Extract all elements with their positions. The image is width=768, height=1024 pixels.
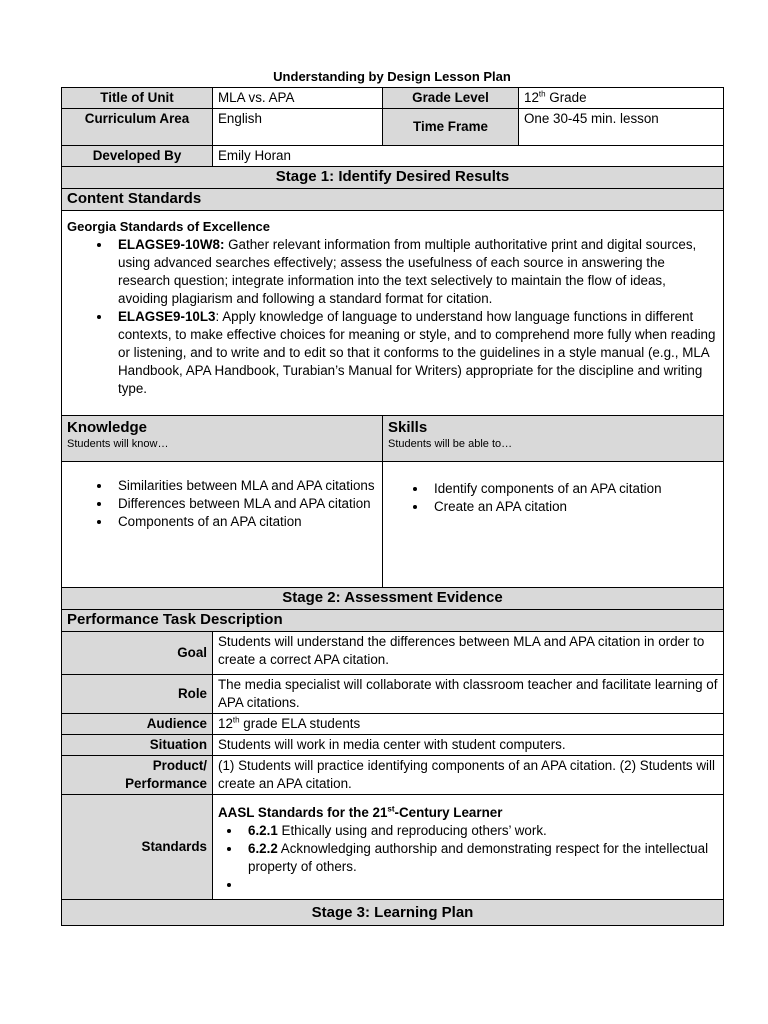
- situation-value: Students will work in media center with student computers.: [213, 735, 724, 756]
- knowledge-item: • Similarities between MLA and APA citations: [112, 477, 377, 495]
- product-label: [62, 756, 213, 795]
- knowledge-cell: [62, 462, 383, 588]
- document-title: Understanding by Design Lesson Plan: [273, 69, 511, 84]
- aasl-list: [218, 822, 718, 894]
- audience-number: 12: [218, 716, 233, 731]
- aasl-code: 6.2.2: [248, 841, 278, 856]
- developed-by-value: Emily Horan: [213, 146, 724, 167]
- row-knowledge-skills-header: [62, 416, 724, 462]
- standards-cell: [213, 795, 724, 900]
- georgia-standards-cell: [62, 211, 724, 416]
- row-stage2: [62, 588, 724, 610]
- role-value: The media specialist will collaborate with classroom teacher and facilitate learning of APA citations.: [213, 675, 724, 714]
- grade-number: 12: [524, 90, 539, 105]
- row-content-standards: [62, 189, 724, 211]
- role-label: Role: [62, 675, 213, 714]
- row-developed-by: [62, 146, 724, 167]
- standard-code: ELAGSE9-10W8:: [118, 237, 225, 252]
- row-title-of-unit: [62, 88, 724, 109]
- skills-item: • Identify components of an APA citation: [428, 480, 718, 498]
- skills-list: [388, 480, 718, 516]
- aasl-text: Ethically using and reproducing others’ work.: [277, 823, 547, 838]
- aasl-item: [242, 822, 718, 840]
- audience-text: grade ELA students: [239, 716, 361, 731]
- product-value: (1) Students will practice identifying components of an APA citation. (2) Students will create an APA citation.: [213, 756, 724, 795]
- grade-suffix: th: [538, 89, 546, 99]
- situation-label: Situation: [62, 735, 213, 756]
- curriculum-area-value: English: [213, 109, 383, 146]
- aasl-heading-start: AASL Standards for the 21: [218, 805, 388, 820]
- standard-item: [112, 308, 718, 398]
- title-of-unit-label: Title of Unit: [62, 88, 213, 109]
- row-product: [62, 756, 724, 795]
- georgia-standards-heading: Georgia Standards of Excellence: [67, 219, 271, 234]
- aasl-item-empty: [242, 876, 718, 894]
- georgia-standards-list: [67, 236, 718, 398]
- knowledge-list: [67, 477, 377, 531]
- performance-task-heading: Performance Task Description: [62, 610, 724, 632]
- skills-subheading: Students will be able to…: [388, 438, 513, 450]
- skills-header-cell: [383, 416, 724, 462]
- grade-word: Grade: [545, 90, 587, 105]
- row-role: [62, 675, 724, 714]
- stage2-heading: Stage 2: Assessment Evidence: [62, 588, 724, 610]
- goal-value: Students will understand the differences between MLA and APA citation in order to create a correct APA citation.: [213, 632, 724, 675]
- row-georgia-standards: [62, 211, 724, 416]
- row-stage3: [62, 900, 724, 926]
- aasl-heading: [218, 804, 718, 822]
- row-situation: [62, 735, 724, 756]
- grade-level-label: Grade Level: [383, 88, 519, 109]
- skills-cell: [383, 462, 724, 588]
- skills-item: • Create an APA citation: [428, 498, 718, 516]
- row-goal: [62, 632, 724, 675]
- stage3-heading: Stage 3: Learning Plan: [62, 900, 724, 926]
- row-knowledge-skills-body: [62, 462, 724, 588]
- aasl-text: Acknowledging authorship and demonstrating respect for the intellectual property of others.: [248, 841, 709, 874]
- row-performance-task: [62, 610, 724, 632]
- row-stage1: [62, 167, 724, 189]
- row-standards: [62, 795, 724, 900]
- product-label-line2: Performance: [125, 776, 207, 791]
- standard-item: [112, 236, 718, 308]
- lesson-plan-table: [61, 87, 724, 926]
- aasl-code: 6.2.1: [248, 823, 278, 838]
- title-of-unit-value: MLA vs. APA: [213, 88, 383, 109]
- standard-code: ELAGSE9-10L3: [118, 309, 216, 324]
- developed-by-label: Developed By: [62, 146, 213, 167]
- aasl-heading-end: -Century Learner: [394, 805, 503, 820]
- time-frame-label: Time Frame: [383, 109, 519, 146]
- knowledge-subheading: Students will know…: [67, 438, 169, 450]
- knowledge-header-cell: [62, 416, 383, 462]
- standard-text: : Apply knowledge of language to understand how language functions in different contexts, to make effective choices for meaning or style, and to comprehend more fully when reading or listening, and to write and to edit so that it conforms to the guidelines in a style manual (e.g., MLA Handbook, APA Handbook, Turabian’s Manual for Writers) appropriate for the discipline and writing type.: [118, 309, 716, 396]
- skills-heading: Skills: [388, 419, 428, 436]
- knowledge-item: • Differences between MLA and APA citation: [112, 495, 377, 513]
- row-curriculum-area: [62, 109, 724, 146]
- standard-text: Gather relevant information from multiple authoritative print and digital sources, using advanced searches effectively; assess the usefulness of each source in answering the research question; integrate information into the text selectively to maintain the flow of ideas, avoiding plagiarism and following a standard format for citation.: [118, 237, 697, 306]
- aasl-heading-sup: st: [387, 804, 395, 814]
- goal-label: Goal: [62, 632, 213, 675]
- curriculum-area-label: Curriculum Area: [62, 109, 213, 146]
- audience-suffix: th: [232, 715, 240, 725]
- knowledge-heading: Knowledge: [67, 419, 148, 436]
- row-audience: [62, 714, 724, 735]
- time-frame-value: One 30-45 min. lesson: [519, 109, 724, 146]
- grade-level-value: [519, 88, 724, 109]
- content-standards-heading: Content Standards: [62, 189, 724, 211]
- stage1-heading: Stage 1: Identify Desired Results: [62, 167, 724, 189]
- standards-label: Standards: [62, 795, 213, 900]
- audience-label: Audience: [62, 714, 213, 735]
- product-label-line1: Product/: [152, 758, 207, 773]
- knowledge-item: • Components of an APA citation: [112, 513, 377, 531]
- audience-value: [213, 714, 724, 735]
- aasl-item: [242, 840, 718, 876]
